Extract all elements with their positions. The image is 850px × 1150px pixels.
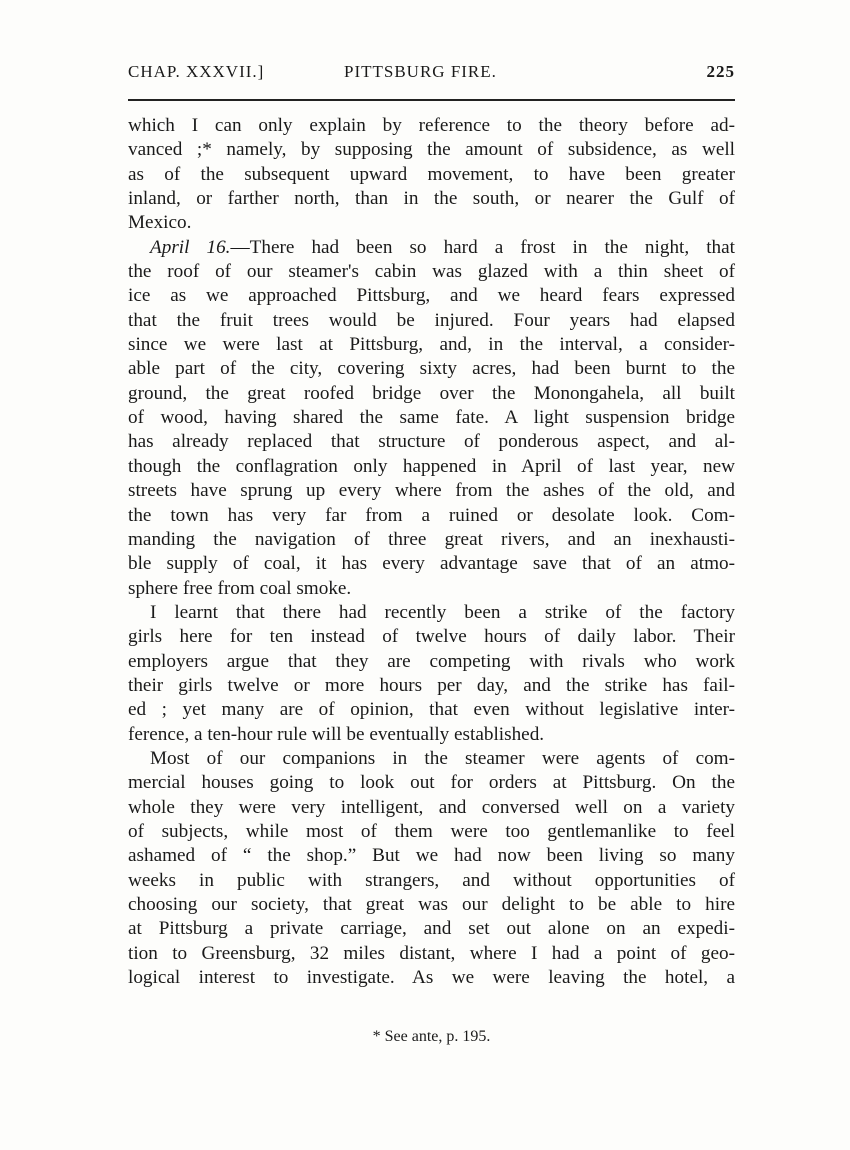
page-number: 225	[706, 62, 735, 81]
section-title: PITTSBURG FIRE.	[344, 62, 497, 81]
text-line: ice as we approached Pittsburg, and we heard fears expressed	[128, 285, 735, 307]
text-line: ashamed of “ the shop.” But we had now been living so many	[128, 845, 735, 867]
paragraph-continuation	[128, 114, 735, 236]
footnote: * See ante, p. 195.	[372, 1028, 491, 1045]
text-line: logical interest to investigate. As we were leaving the hotel, a	[128, 967, 735, 989]
text-line: of wood, having shared the same fate. A light suspension bridge	[128, 407, 735, 429]
text-fragment: —There had been so hard a frost in the night, that	[230, 236, 735, 258]
text-line: ble supply of coal, it has every advantage save that of an atmo-	[128, 553, 735, 575]
text-line	[128, 236, 735, 260]
text-line: streets have sprung up every where from the ashes of the old, and	[128, 480, 735, 502]
text-line: choosing our society, that great was our delight to be able to hire	[128, 894, 735, 915]
text-line: I learnt that there had recently been a strike of the factory	[150, 601, 735, 623]
paragraph-factory-strike	[128, 601, 735, 747]
text-line: sphere free from coal smoke.	[128, 577, 352, 599]
text-line: girls here for ten instead of twelve hours of daily labor. Their	[128, 626, 735, 648]
text-line: Mexico.	[128, 212, 192, 234]
text-line: ference, a ten-hour rule will be eventually established.	[128, 723, 545, 745]
text-line: that the fruit trees would be injured. Four years had elapsed	[128, 309, 735, 331]
text-line: of subjects, while most of them were too gentlemanlike to feel	[128, 820, 735, 842]
text-line: has already replaced that structure of ponderous aspect, and al-	[128, 431, 735, 453]
paragraph-companions	[128, 747, 735, 990]
header-rule	[128, 99, 735, 101]
text-line: as of the subsequent upward movement, to have been greater	[128, 163, 735, 185]
text-line: vanced ;* namely, by supposing the amount of subsidence, as well	[128, 139, 735, 161]
running-head	[128, 62, 735, 90]
text-line: since we were last at Pittsburg, and, in the interval, a consider-	[128, 334, 735, 356]
text-line: manding the navigation of three great rivers, and an inexhausti-	[128, 528, 735, 550]
text-line: inland, or farther north, than in the south, or nearer the Gulf of	[128, 188, 735, 210]
paragraph-april-16	[128, 236, 735, 601]
text-line: employers argue that they are competing with rivals who work	[128, 650, 735, 672]
text-line: tion to Greensburg, 32 miles distant, where I had a point of geo-	[128, 942, 735, 964]
text-line: though the conflagration only happened in April of last year, new	[128, 455, 735, 477]
text-line: able part of the city, covering sixty acres, had been burnt to the	[128, 358, 735, 380]
text-line: ground, the great roofed bridge over the Monongahela, all built	[128, 382, 735, 404]
text-line: the roof of our steamer's cabin was glazed with a thin sheet of	[128, 261, 735, 283]
text-line: their girls twelve or more hours per day, and the strike has fail-	[128, 674, 735, 696]
body-text	[128, 114, 735, 990]
text-line: Most of our companions in the steamer were agents of com-	[150, 747, 735, 769]
date-label: April 16.	[150, 236, 231, 258]
text-line: mercial houses going to look out for orders at Pittsburg. On the	[128, 772, 735, 794]
text-line: whole they were very intelligent, and conversed well on a variety	[128, 796, 735, 818]
text-line: weeks in public with strangers, and without opportunities of	[128, 869, 735, 891]
text-line: which I can only explain by reference to the theory before ad-	[128, 115, 735, 136]
chapter-label: CHAP. XXXVII.]	[128, 62, 265, 81]
text-line: the town has very far from a ruined or desolate look. Com-	[128, 504, 735, 526]
text-line: at Pittsburg a private carriage, and set out alone on an expedi-	[128, 918, 735, 940]
text-line: ed ; yet many are of opinion, that even without legislative inter-	[128, 699, 735, 721]
